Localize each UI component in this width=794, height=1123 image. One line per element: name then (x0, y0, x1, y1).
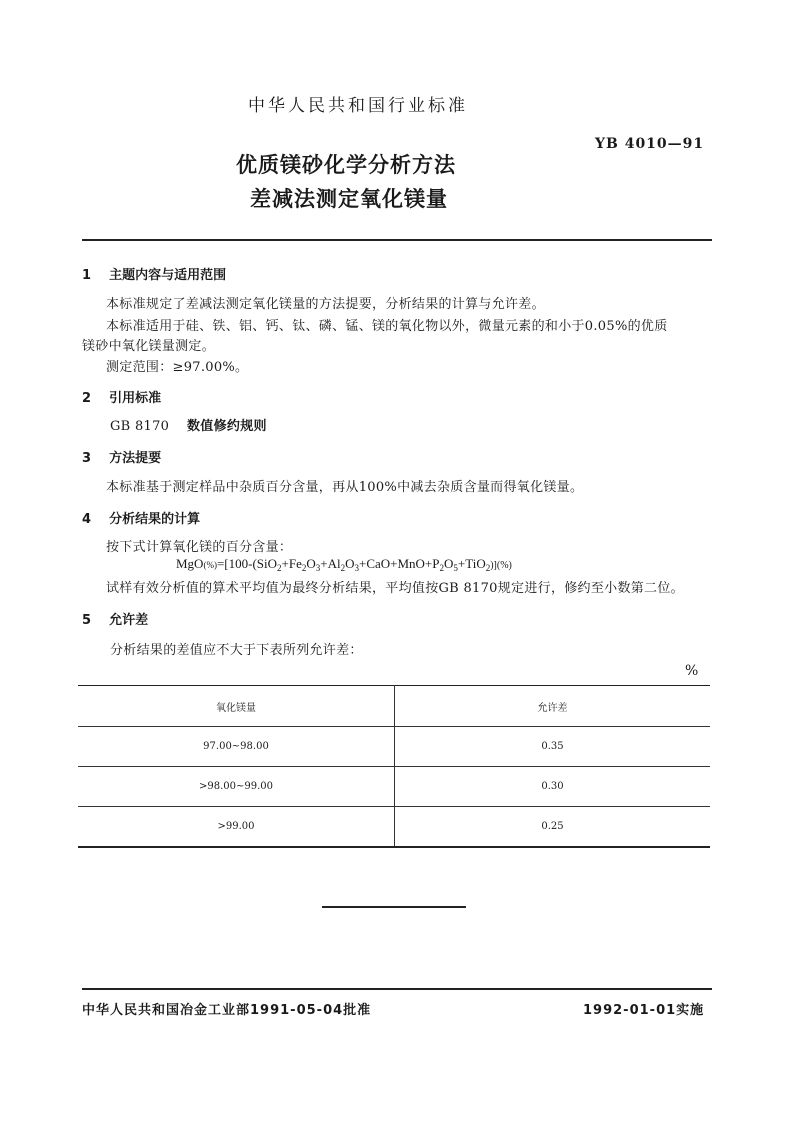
formula-subscript: 2 (277, 563, 282, 573)
magnesium-oxide-formula (176, 556, 512, 573)
section-5-paragraph: 分析结果的差值应不大于下表所列允许差： (110, 643, 363, 658)
table-row (78, 727, 710, 767)
section-number: 5 (82, 613, 92, 628)
formula-part: =[100-(SiO (216, 556, 278, 571)
table-row (78, 807, 710, 848)
formula-part: (%) (203, 560, 217, 570)
section-1-paragraph-2b: 镁砂中氧化镁量测定。 (82, 339, 216, 354)
section-title: 方法提要 (109, 451, 162, 466)
formula-part: +TiO (457, 556, 486, 571)
formula-subscript: 5 (453, 563, 458, 573)
document-title-line2: 差减法测定氧化镁量 (250, 187, 448, 211)
header-divider (82, 239, 712, 241)
section-4-paragraph-2: 试样有效分析值的算术平均值为最终分析结果，平均值按GB 8170规定进行，修约至小数第二位。 (106, 581, 684, 596)
table-cell: 0.30 (541, 781, 564, 792)
formula-part: O (306, 556, 316, 571)
table-header-row (78, 686, 710, 727)
approval-statement: 中华人民共和国冶金工业部1991-05-04批准 (82, 1003, 372, 1018)
formula-part: +Al (320, 556, 341, 571)
reference-standard (110, 415, 267, 434)
section-3-paragraph: 本标准基于测定样品中杂质百分含量，再从100%中减去杂质含量而得氧化镁量。 (106, 480, 584, 495)
tolerance-table (78, 685, 710, 848)
formula-subscript: 2 (485, 563, 491, 573)
footer-divider (82, 988, 712, 990)
table-cell: >98.00~99.00 (78, 767, 395, 807)
effective-date: 1992-01-01实施 (583, 1003, 705, 1018)
section-2-heading (82, 387, 161, 406)
section-4-heading (82, 508, 200, 527)
formula-part: +CaO+MnO+P (358, 556, 440, 571)
table-cell: 0.35 (541, 741, 564, 752)
section-3-heading (82, 447, 161, 466)
formula-subscript: 3 (354, 563, 359, 573)
standard-code: YB 4010—91 (595, 136, 705, 152)
formula-part: O (444, 556, 454, 571)
formula-part: MgO (176, 556, 204, 571)
section-title: 引用标准 (109, 391, 162, 406)
table-unit: % (685, 663, 699, 679)
section-1-paragraph-3: 测定范围：≥97.00%。 (106, 360, 249, 375)
table-cell: 97.00~98.00 (78, 727, 395, 767)
column-header-magnesium-oxide: 氧化镁量 (78, 686, 395, 727)
section-number: 4 (82, 512, 92, 527)
formula-part: O (345, 556, 355, 571)
formula-part: )](%) (490, 560, 512, 571)
section-1-paragraph-2a: 本标准适用于硅、铁、铝、钙、钛、磷、锰、镁的氧化物以外，微量元素的和小于0.05%的优质 (106, 319, 668, 334)
formula-subscript: 2 (439, 563, 444, 573)
reference-code: GB 8170 (110, 419, 170, 434)
table-cell: >99.00 (78, 807, 395, 848)
end-rule (322, 906, 466, 908)
formula-subscript: 2 (301, 563, 307, 573)
section-5-heading (82, 609, 148, 628)
section-title: 分析结果的计算 (109, 512, 201, 527)
section-1-heading (82, 264, 226, 283)
table-row (78, 767, 710, 807)
section-4-paragraph-1: 按下式计算氧化镁的百分含量： (106, 540, 293, 555)
table-cell: 0.25 (541, 821, 564, 832)
section-title: 允许差 (109, 613, 149, 628)
formula-subscript: 3 (315, 563, 321, 573)
reference-title: 数值修约规则 (187, 419, 267, 434)
document-title-line1: 优质镁砂化学分析方法 (236, 153, 456, 177)
standard-organization: 中华人民共和国行业标准 (248, 96, 468, 116)
section-title: 主题内容与适用范围 (109, 268, 227, 283)
formula-subscript: 2 (340, 563, 346, 573)
section-number: 1 (82, 268, 92, 283)
column-header-tolerance: 允许差 (537, 702, 568, 714)
section-number: 2 (82, 391, 92, 406)
section-number: 3 (82, 451, 92, 466)
section-1-paragraph-1: 本标准规定了差减法测定氧化镁量的方法提要，分析结果的计算与允许差。 (106, 297, 545, 312)
formula-part: +Fe (281, 556, 302, 571)
